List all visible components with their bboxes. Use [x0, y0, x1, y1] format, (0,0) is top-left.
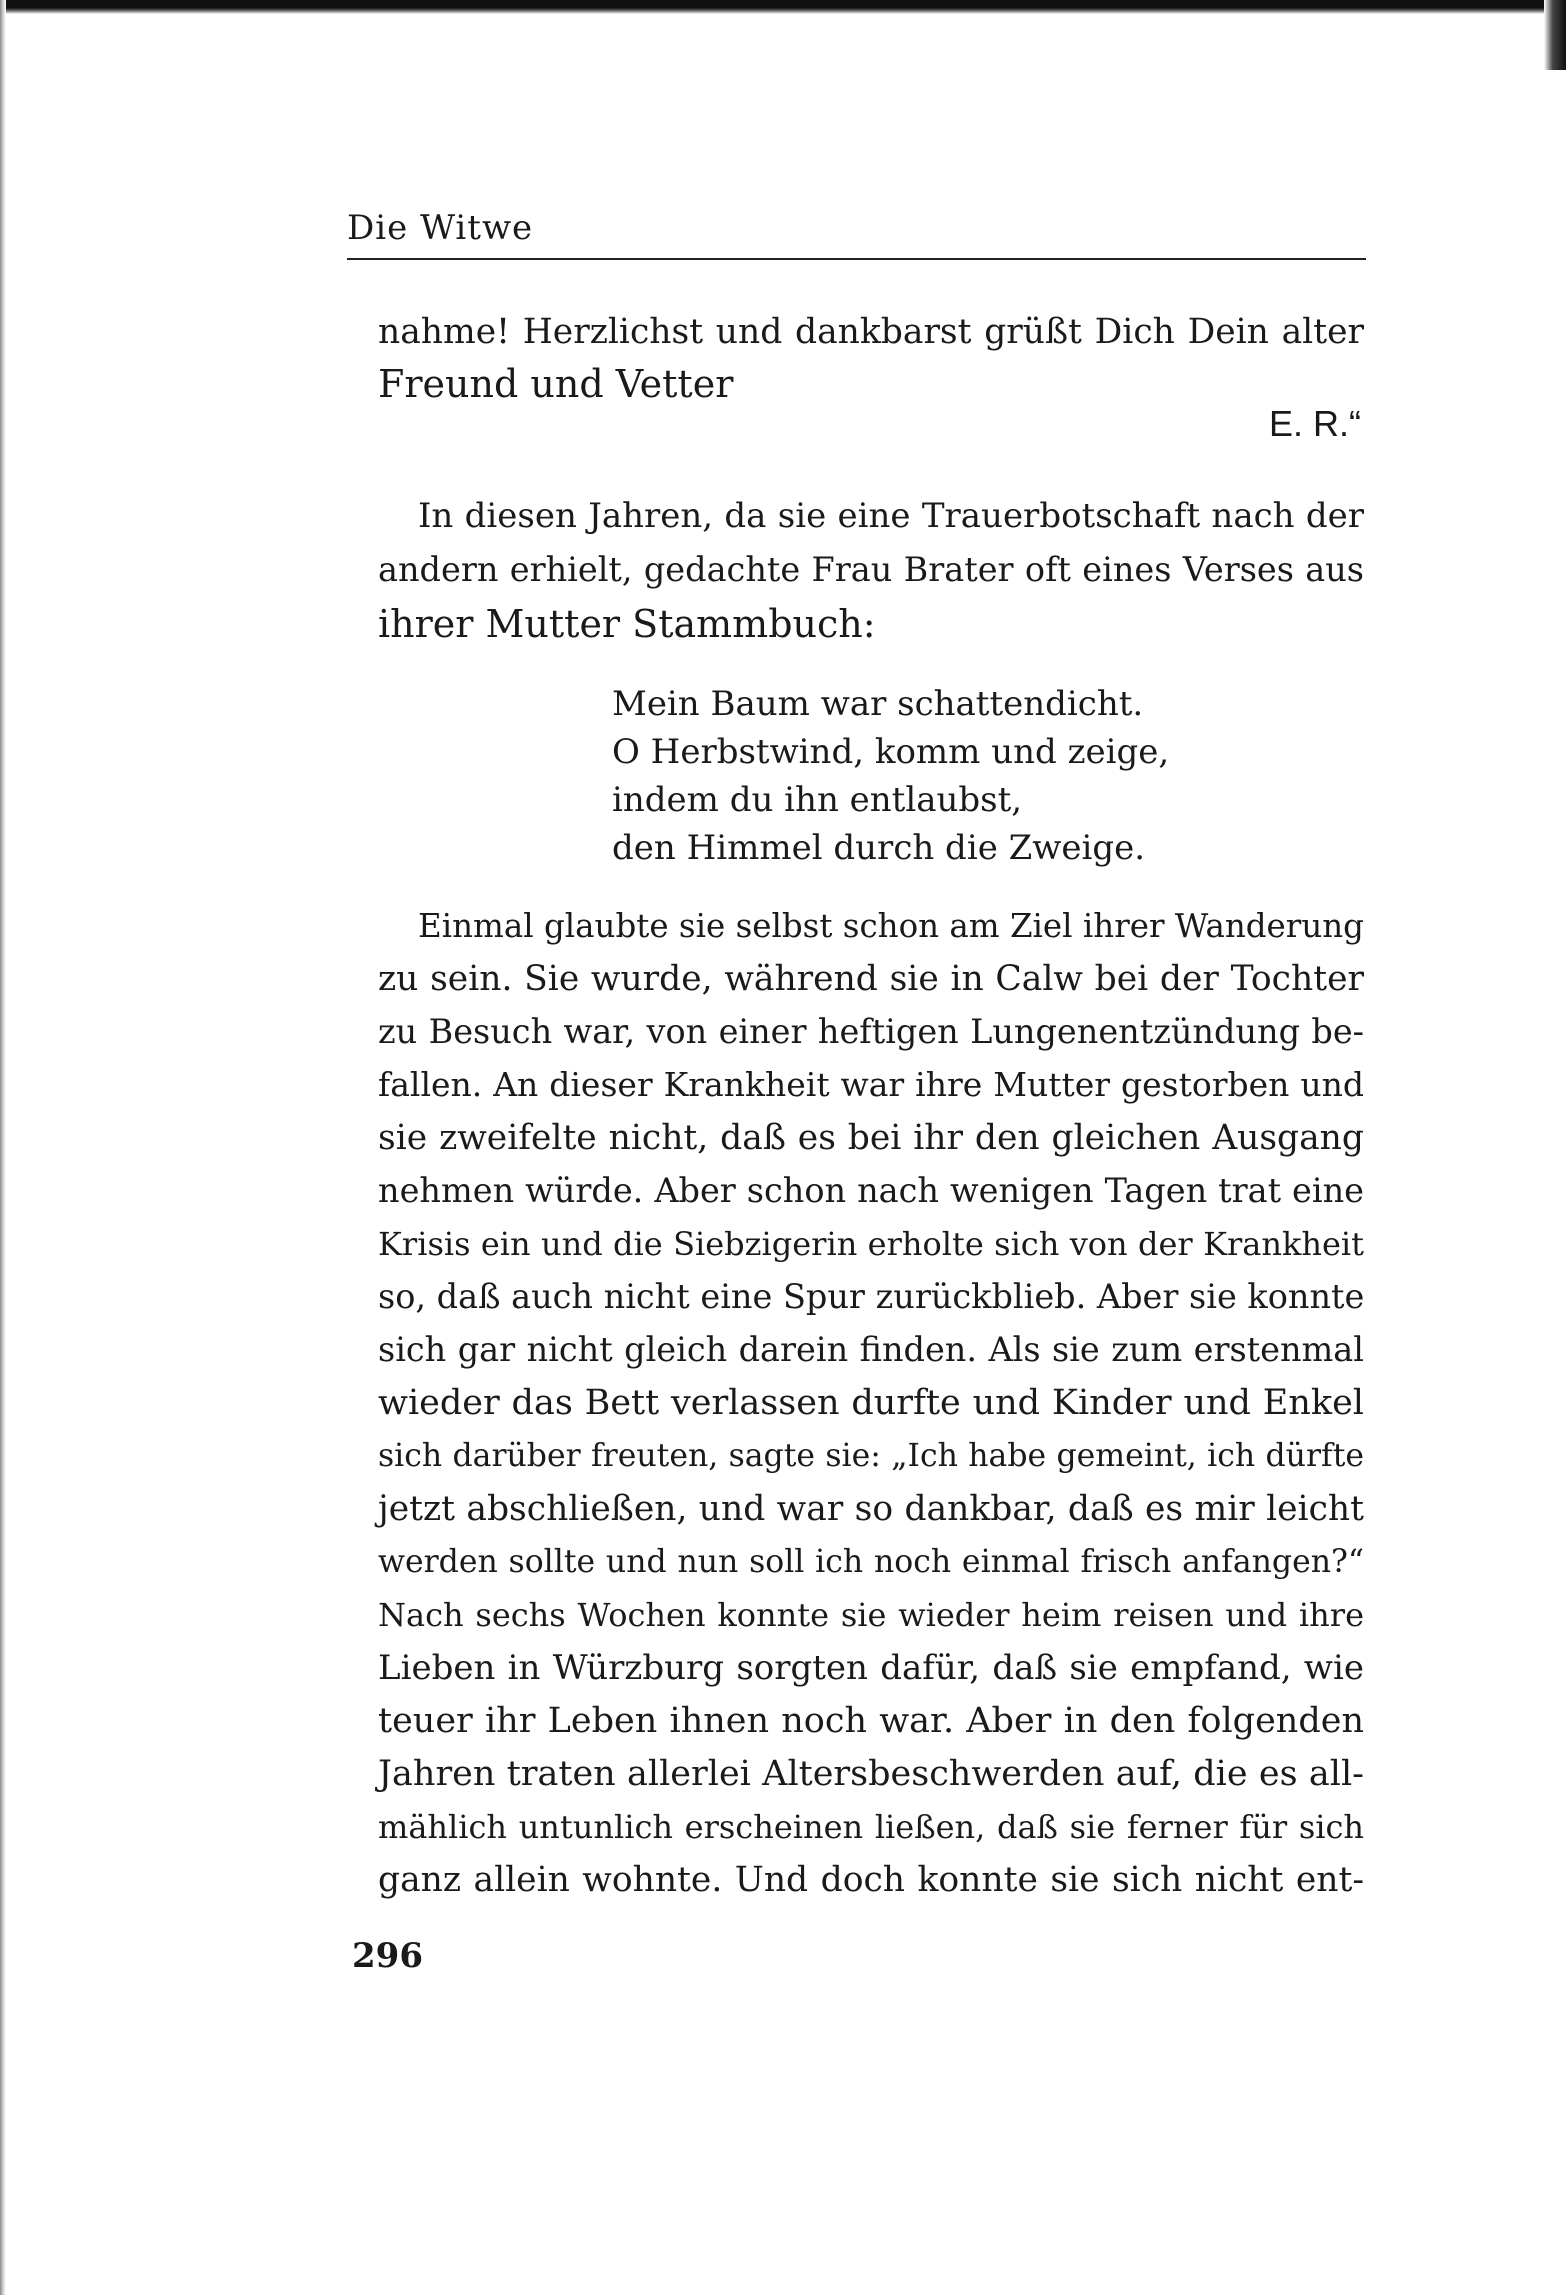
- paragraph-line: Jahren traten allerlei Altersbeschwerden auf, die es all-: [378, 1754, 1364, 1794]
- verse-line: den Himmel durch die Zweige.: [612, 828, 1146, 868]
- page-number: 296: [352, 1936, 423, 1976]
- scan-edge-top: [0, 0, 1566, 14]
- verse-line: Mein Baum war schattendicht.: [612, 684, 1144, 724]
- paragraph-line: Nach sechs Wochen konnte sie wieder heim reisen und ihre: [378, 1596, 1364, 1634]
- letter-line: Freund und Vetter: [378, 362, 734, 406]
- paragraph-line: Krisis ein und die Siebzigerin erholte sich von der Krankheit: [378, 1225, 1364, 1263]
- letter-line: nahme! Herzlichst und dankbarst grüßt Dich Dein alter: [378, 312, 1364, 352]
- paragraph-line: fallen. An dieser Krankheit war ihre Mutter gestorben und: [378, 1065, 1364, 1104]
- paragraph-line: zu Besuch war, von einer heftigen Lungenentzündung be-: [378, 1012, 1364, 1051]
- paragraph-line: so, daß auch nicht eine Spur zurückblieb. Aber sie konnte: [378, 1277, 1365, 1316]
- paragraph-line: In diesen Jahren, da sie eine Trauerbotschaft nach der: [418, 496, 1364, 536]
- paragraph-line: Einmal glaubte sie selbst schon am Ziel ihrer Wanderung: [418, 907, 1364, 945]
- verse-line: O Herbstwind, komm und zeige,: [612, 732, 1170, 772]
- paragraph-line: andern erhielt, gedachte Frau Brater oft eines Verses aus: [378, 550, 1364, 589]
- paragraph-line: ihrer Mutter Stammbuch:: [378, 602, 876, 646]
- letter-signature: E. R.“: [1268, 403, 1361, 444]
- paragraph-line: sich gar nicht gleich darein finden. Als sie zum erstenmal: [378, 1330, 1364, 1369]
- scan-edge-left: [0, 0, 6, 2295]
- paragraph-line: sie zweifelte nicht, daß es bei ihr den gleichen Ausgang: [378, 1118, 1364, 1158]
- paragraph-line: werden sollte und nun soll ich noch einmal frisch anfangen?“: [378, 1544, 1364, 1580]
- running-head: Die Witwe: [347, 208, 534, 248]
- paragraph-line: mählich untunlich erscheinen ließen, daß sie ferner für sich: [378, 1808, 1364, 1846]
- paragraph-line: jetzt abschließen, und war so dankbar, daß es mir leicht: [378, 1489, 1364, 1529]
- verse-line: indem du ihn entlaubst,: [612, 780, 1023, 820]
- paragraph-line: wieder das Bett verlassen durfte und Kinder und Enkel: [378, 1383, 1364, 1423]
- paragraph-line: nehmen würde. Aber schon nach wenigen Tagen trat eine: [378, 1171, 1364, 1210]
- paragraph-line: Lieben in Würzburg sorgten dafür, daß sie empfand, wie: [378, 1648, 1364, 1688]
- paragraph-line: teuer ihr Leben ihnen noch war. Aber in den folgenden: [378, 1701, 1364, 1741]
- header-rule: [347, 258, 1366, 260]
- paragraph-line: ganz allein wohnte. Und doch konnte sie sich nicht ent-: [378, 1860, 1364, 1900]
- scan-edge-right: [1544, 0, 1566, 70]
- paragraph-line: zu sein. Sie wurde, während sie in Calw bei der Tochter: [378, 959, 1364, 999]
- paragraph-line: sich darüber freuten, sagte sie: „Ich habe gemeint, ich dürfte: [378, 1438, 1364, 1474]
